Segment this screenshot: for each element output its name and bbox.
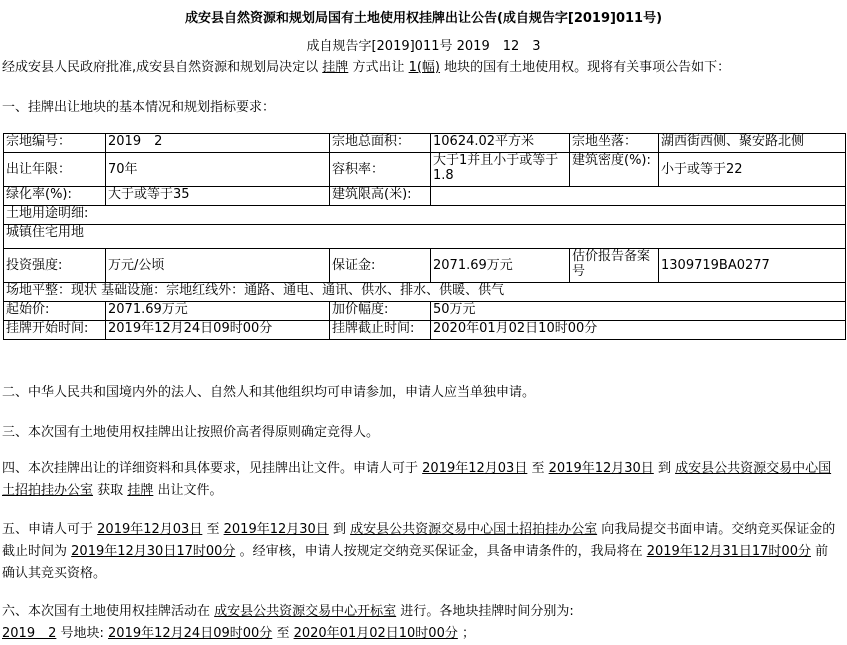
table-row	[4, 283, 846, 302]
total-area-value: 10624.02平方米	[431, 134, 570, 153]
appraisal-record-value: 1309719BA0277	[659, 249, 846, 283]
table-row	[4, 302, 846, 321]
section-5: 五、申请人可于 2019年12月03日 至 2019年12月30日 到 成安县公共资源交易中心国土招拍挂办公室 向我局提交书面申请。交纳竞买保证金的截止时间为 2019年12月30日17时00分 。经审核，申请人按规定交纳竞买保证金，具备申请条件的，我局将在 2019年12月31日17时00分 前确认其竞买资格。	[2, 522, 836, 581]
investment-intensity-label: 投资强度:	[4, 249, 106, 283]
plot-ratio-value: 大于1并且小于或等于1.8	[431, 153, 570, 187]
term-label: 出让年限：	[4, 153, 106, 187]
intro-paragraph: 经成安县人民政府批准,成安县自然资源和规划局决定以 挂牌 方式出让 1(幅) 地块的国有土地使用权。现将有关事项公告如下：	[2, 60, 731, 75]
location-value: 湖西街西侧、聚安路北侧	[659, 134, 846, 153]
transfer-method: 挂牌	[322, 60, 349, 75]
deposit-label: 保证金:	[330, 249, 431, 283]
site-condition: 场地平整：现状 基础设施：宗地红线外：通路、通电、通讯、供水、排水、供暖、供气	[4, 283, 846, 302]
plot-ratio-label: 容积率：	[330, 153, 431, 187]
appraisal-record-label: 估价报告备案号	[570, 249, 659, 283]
bid-increment-label: 加价幅度:	[330, 302, 431, 321]
deposit-value: 2071.69万元	[431, 249, 570, 283]
listing-end-label: 挂牌截止时间:	[330, 321, 431, 340]
height-limit-label: 建筑限高(米):	[330, 187, 431, 206]
investment-intensity-value: 万元/公顷	[106, 249, 330, 283]
section-2: 二、中华人民共和国境内外的法人、自然人和其他组织均可申请参加，申请人应当单独申请。	[2, 385, 536, 400]
table-row	[4, 321, 846, 340]
section-3: 三、本次国有土地使用权挂牌出让按照价高者得原则确定竞得人。	[2, 425, 380, 440]
section-1-heading: 一、挂牌出让地块的基本情况和规划指标要求：	[2, 100, 276, 115]
land-use-label: 土地用途明细:	[4, 206, 846, 225]
parcel-number-label: 宗地编号：	[4, 134, 106, 153]
document-number: 成自规告字[2019]011号 2019 12 3	[306, 39, 541, 54]
plot-count: 1(幅)	[408, 60, 441, 75]
table-row	[4, 249, 846, 283]
table-row	[4, 153, 846, 187]
height-limit-value	[431, 187, 846, 206]
starting-price-value: 2071.69万元	[106, 302, 330, 321]
bid-increment-value: 50万元	[431, 302, 846, 321]
building-density-value: 小于或等于22	[659, 153, 846, 187]
total-area-label: 宗地总面积：	[330, 134, 431, 153]
table-row	[4, 206, 846, 225]
location-label: 宗地坐落：	[570, 134, 659, 153]
section-4: 四、本次挂牌出让的详细资料和具体要求，见挂牌出让文件。申请人可于 2019年12月03日 至 2019年12月30日 到 成安县公共资源交易中心国土招拍挂办公室 获取 挂牌 出让文件。	[2, 461, 832, 498]
building-density-label: 建筑密度(%):	[570, 153, 659, 187]
green-ratio-value: 大于或等于35	[106, 187, 330, 206]
section-6: 六、本次国有土地使用权挂牌活动在 成安县公共资源交易中心开标室 进行。各地块挂牌时间分别为: 2019 2 号地块: 2019年12月24日09时00分 至 2020年01月02日10时00分 ；	[2, 604, 574, 641]
starting-price-label: 起始价:	[4, 302, 106, 321]
land-info-table	[3, 133, 846, 340]
page-title: 成安县自然资源和规划局国有土地使用权挂牌出让公告(成自规告字[2019]011号)	[184, 11, 663, 26]
green-ratio-label: 绿化率(%):	[4, 187, 106, 206]
listing-start-value: 2019年12月24日09时00分	[106, 321, 330, 340]
table-row	[4, 134, 846, 153]
listing-end-value: 2020年01月02日10时00分	[431, 321, 846, 340]
land-use-value: 城镇住宅用地	[4, 225, 846, 249]
parcel-number-value: 2019 2	[106, 134, 330, 153]
table-row	[4, 187, 846, 206]
table-row	[4, 225, 846, 249]
term-value: 70年	[106, 153, 330, 187]
listing-start-label: 挂牌开始时间:	[4, 321, 106, 340]
